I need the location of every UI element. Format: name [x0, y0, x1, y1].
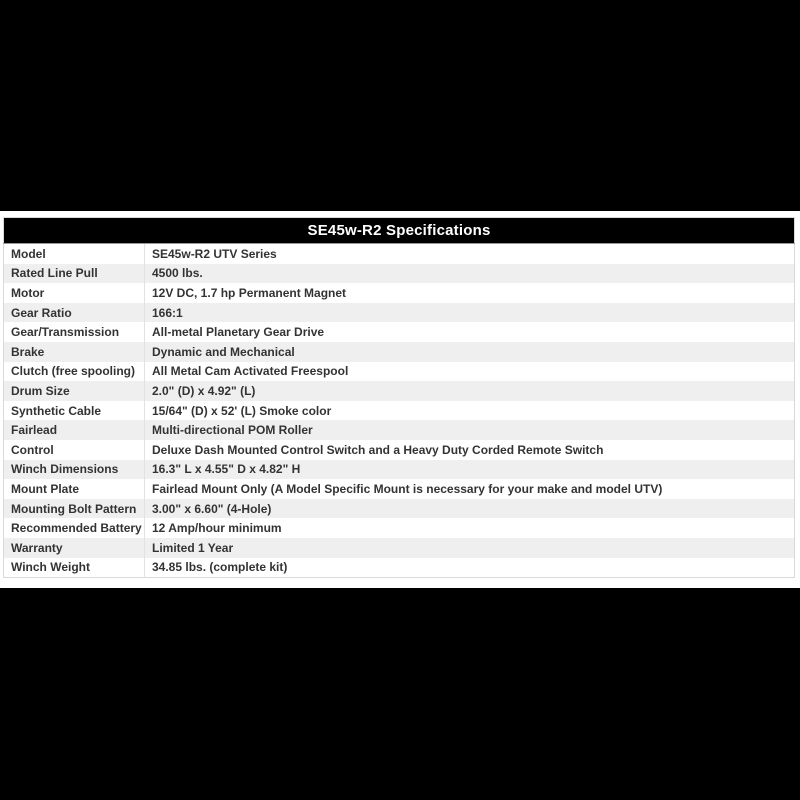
spec-label: Winch Weight — [4, 558, 145, 578]
spec-row — [4, 420, 795, 440]
spec-value: All Metal Cam Activated Freespool — [145, 362, 795, 382]
spec-label: Winch Dimensions — [4, 460, 145, 480]
spec-row — [4, 479, 795, 499]
spec-value: Multi-directional POM Roller — [145, 420, 795, 440]
spec-row — [4, 401, 795, 421]
spec-label: Mount Plate — [4, 479, 145, 499]
spec-label: Fairlead — [4, 420, 145, 440]
spec-row — [4, 460, 795, 480]
spec-row — [4, 303, 795, 323]
spec-row — [4, 322, 795, 342]
spec-label: Gear Ratio — [4, 303, 145, 323]
table-title: SE45w-R2 Specifications — [4, 218, 795, 244]
spec-value: 2.0" (D) x 4.92" (L) — [145, 381, 795, 401]
spec-label: Mounting Bolt Pattern — [4, 499, 145, 519]
spec-label: Gear/Transmission — [4, 322, 145, 342]
top-black-panel — [0, 0, 800, 211]
specifications-section — [0, 211, 800, 588]
spec-label: Control — [4, 440, 145, 460]
spec-row — [4, 342, 795, 362]
spec-value: 16.3" L x 4.55" D x 4.82" H — [145, 460, 795, 480]
spec-value: Dynamic and Mechanical — [145, 342, 795, 362]
spec-label: Drum Size — [4, 381, 145, 401]
spec-row — [4, 538, 795, 558]
spec-value: 3.00" x 6.60" (4-Hole) — [145, 499, 795, 519]
table-title-row — [4, 218, 795, 244]
spec-value: Limited 1 Year — [145, 538, 795, 558]
spec-table-body — [4, 218, 795, 578]
spec-value: 15/64" (D) x 52' (L) Smoke color — [145, 401, 795, 421]
spec-row — [4, 381, 795, 401]
spec-row — [4, 518, 795, 538]
spec-value: SE45w-R2 UTV Series — [145, 244, 795, 264]
spec-label: Synthetic Cable — [4, 401, 145, 421]
spec-row — [4, 264, 795, 284]
spec-value: Deluxe Dash Mounted Control Switch and a Heavy Duty Corded Remote Switch — [145, 440, 795, 460]
spec-label: Clutch (free spooling) — [4, 362, 145, 382]
spec-label: Recommended Battery — [4, 518, 145, 538]
spec-label: Warranty — [4, 538, 145, 558]
spec-label: Model — [4, 244, 145, 264]
spec-label: Brake — [4, 342, 145, 362]
spec-value: 12V DC, 1.7 hp Permanent Magnet — [145, 283, 795, 303]
spec-value: 12 Amp/hour minimum — [145, 518, 795, 538]
specifications-table — [3, 217, 795, 578]
bottom-black-panel — [0, 588, 800, 800]
spec-row — [4, 499, 795, 519]
spec-label: Motor — [4, 283, 145, 303]
spec-row — [4, 440, 795, 460]
spec-value: All-metal Planetary Gear Drive — [145, 322, 795, 342]
spec-value: 34.85 lbs. (complete kit) — [145, 558, 795, 578]
spec-label: Rated Line Pull — [4, 264, 145, 284]
spec-value: 4500 lbs. — [145, 264, 795, 284]
spec-value: Fairlead Mount Only (A Model Specific Mount is necessary for your make and model UTV) — [145, 479, 795, 499]
spec-row — [4, 244, 795, 264]
spec-row — [4, 283, 795, 303]
spec-row — [4, 558, 795, 578]
spec-row — [4, 362, 795, 382]
spec-value: 166:1 — [145, 303, 795, 323]
